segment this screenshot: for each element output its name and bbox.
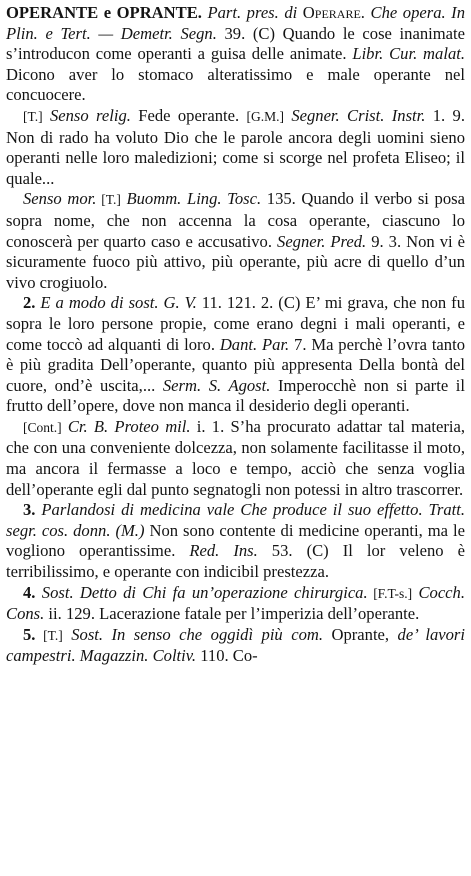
- citation: Cocch. Cons.: [6, 582, 465, 624]
- sense-label: de’ lavori campestri. Magazzin. Coltiv.: [6, 624, 465, 666]
- sense-number: 5.: [23, 624, 36, 644]
- citation: Serm. S. Agost.: [162, 375, 271, 395]
- sense-number: 3.: [23, 500, 36, 520]
- headword: OPERANTE e OPRANTE.: [6, 3, 202, 22]
- text: Fede operante.: [130, 105, 247, 125]
- grammar-note: Part. pres. di: [207, 3, 303, 22]
- sense-number: 2.: [23, 293, 36, 313]
- text: 11. 121. 2. (C) E’ mi grava, che non fu sopra le loro persone propie, come erano degni i mali operanti, e come toccò ad alquanti di loro.: [6, 293, 465, 354]
- source-tag: [Cont.]: [23, 419, 62, 435]
- sense-label: Senso mor.: [23, 189, 97, 209]
- citation: Segner. Crist. Instr.: [283, 105, 426, 125]
- entry-paragraph-8: [6, 625, 465, 667]
- source-tag: [T.]: [96, 192, 121, 208]
- sense-label: Senso relig.: [42, 105, 131, 125]
- sense-label: Sost. Detto di Chi fa un’operazione chirurgica.: [35, 582, 368, 602]
- citation: Red. Ins.: [189, 541, 258, 561]
- text: .: [360, 3, 371, 22]
- citation: Buomm. Ling. Tosc.: [120, 189, 262, 209]
- citation: Dant. Par.: [219, 334, 290, 354]
- text: Imperocchè non si parte il frutto dell’opere, dove non manca il desiderio degli operanti.: [6, 375, 465, 416]
- citation: Libr. Cur. malat.: [352, 44, 465, 64]
- text: 110. Co-: [196, 646, 258, 666]
- text: 39. (C) Quando le cose inanimate s’introducon come operanti a guisa delle animate.: [6, 23, 465, 64]
- sense-label: E a modo di sost. G. V.: [35, 293, 197, 313]
- sense-label: Parlandosi di medicina vale Che produce il suo effetto. Tratt. segr. cos. donn. (M.): [6, 500, 465, 540]
- text: Non sono contente di medicine operanti, ma le vogliono operantissime.: [6, 520, 465, 561]
- citation: Cr. B. Proteo mil.: [61, 416, 191, 436]
- source-tag: [T.]: [23, 108, 43, 124]
- source-tag: [G.M.]: [246, 108, 284, 124]
- entry-paragraph-5: [6, 417, 465, 500]
- text: 1. 9. Non di rado ha voluto Dio che le parole ancora degli uomini sieno operanti nelle loro maledizioni; come si scorge nel profeta Eliseo; il quale...: [6, 105, 465, 188]
- text: 9. 3. Non vi è sicuramente fuoco più attivo, più operante, più acre di quello d’un vivo crogiuolo.: [6, 231, 465, 292]
- reference-word: Operare: [302, 3, 361, 22]
- entry-paragraph-1: [6, 3, 465, 106]
- text: i. 1. S’ha procurato adattar tal materia, che con una conveniente dolcezza, non solamente facilitasse il moto, ma ancora il fermasse a loco e tempo, acciò che senza voglia dell’operante egli dal punto segnatogli non potessi in altro trascorrer.: [6, 416, 465, 499]
- entry-paragraph-3: [6, 189, 465, 293]
- text: Oprante,: [323, 624, 398, 644]
- text: Dicono aver lo stomaco alteratissimo e male operante nel concuocere.: [6, 64, 465, 105]
- entry-paragraph-4: [6, 293, 465, 417]
- sense-label: Sost. In senso che oggidì più com.: [62, 624, 323, 644]
- entry-paragraph-2: [6, 106, 465, 189]
- citation: Che opera. In Plin. e Tert. — Demetr. Segn.: [6, 3, 466, 43]
- citation: Segner. Pred.: [277, 231, 367, 251]
- entry-paragraph-7: [6, 583, 465, 625]
- text: ii. 129. Lacerazione fatale per l’imperizia dell’operante.: [44, 604, 420, 624]
- text: 53. (C) Il lor veleno è terribilissimo, e operante con indicibil prestezza.: [6, 541, 465, 582]
- entry-paragraph-6: [6, 500, 465, 582]
- source-tag: [F.T-s.]: [367, 585, 413, 601]
- sense-number: 4.: [23, 582, 36, 602]
- source-tag: [T.]: [35, 627, 63, 643]
- text: 135. Quando il verbo si posa sopra nome, che non accenna la cosa operante, ciascuno lo conoscerà per quarto caso e accusativo.: [6, 189, 465, 251]
- text: 7. Ma perchè l’ovra tanto è più gradita Dell’operante, quanto più appresenta Della bontà del cuore, ond’è uscita,...: [6, 334, 466, 395]
